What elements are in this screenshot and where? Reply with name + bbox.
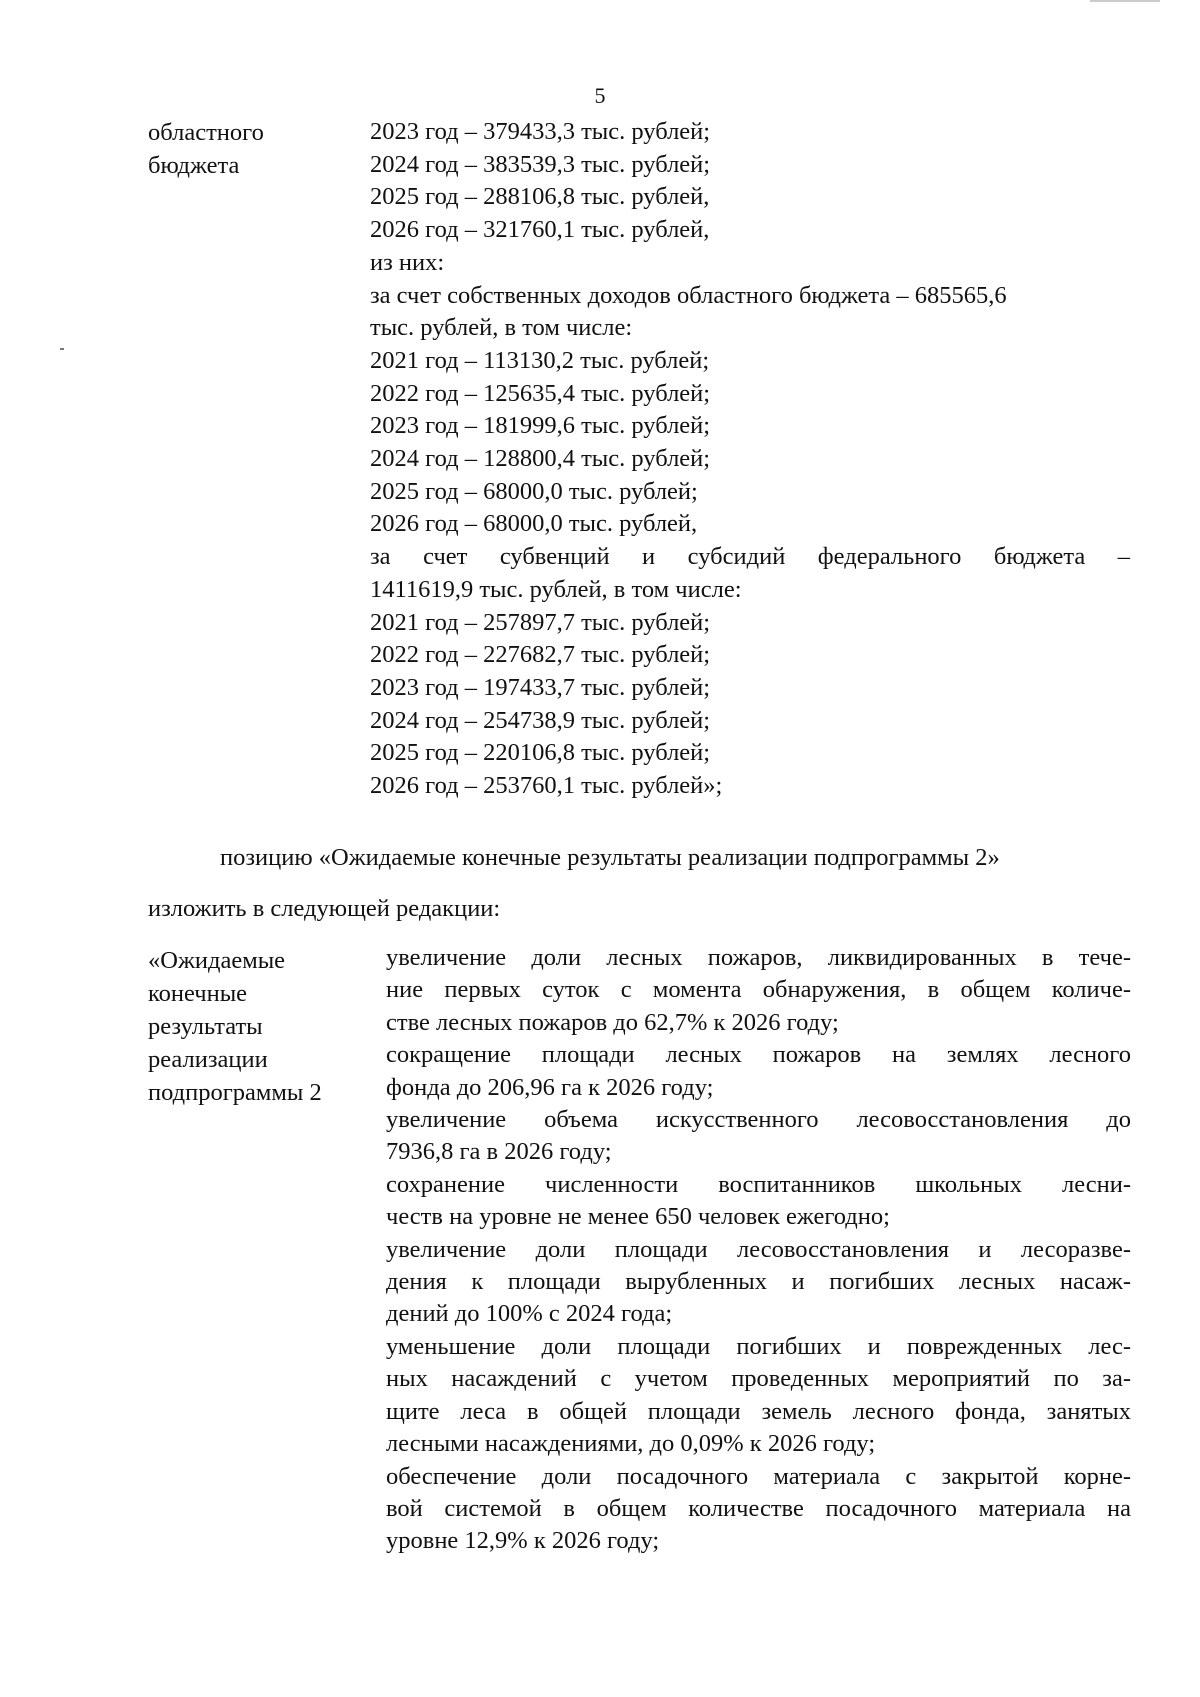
text-line: лесными насаждениями, до 0,09% к 2026 году;	[386, 1430, 876, 1458]
text-line: 2021 год – 257897,7 тыс. рублей;	[370, 608, 711, 636]
text-line: 2022 год – 227682,7 тыс. рублей;	[370, 641, 711, 669]
text-line: 2021 год – 113130,2 тыс. рублей;	[370, 346, 710, 374]
text-line: 2022 год – 125635,4 тыс. рублей;	[370, 379, 711, 407]
text-line: 2026 год – 68000,0 тыс. рублей,	[370, 510, 698, 538]
text-line: сокращение площади лесных пожаров на землях лесного	[386, 1041, 1131, 1069]
text-line: дений до 100% с 2024 года;	[386, 1300, 673, 1328]
text-line: ние первых суток с момента обнаружения, в общем количе-	[386, 976, 1131, 1004]
text-line: уменьшение доли площади погибших и поврежденных лес-	[386, 1332, 1131, 1360]
top-section-text	[370, 116, 1130, 803]
text-line: тыс. рублей, в том числе:	[370, 314, 633, 342]
instruction-line-1: позицию «Ожидаемые конечные результаты реализации подпрограммы 2»	[220, 844, 1000, 871]
text-line: увеличение объема искусственного лесовосстановления до	[386, 1106, 1131, 1134]
text-line: сохранение численности воспитанников школьных лесни-	[386, 1170, 1131, 1198]
text-line: 2023 год – 197433,7 тыс. рублей;	[370, 673, 711, 701]
text-line: уровне 12,9% к 2026 году;	[386, 1527, 660, 1555]
label-line: результаты	[148, 1013, 263, 1040]
scan-speck	[60, 348, 64, 350]
page-number: 5	[594, 83, 606, 108]
text-line: вой системой в общем количестве посадочного материала на	[386, 1494, 1131, 1522]
text-line: 1411619,9 тыс. рублей, в том числе:	[370, 575, 742, 603]
text-line: фонда до 206,96 га к 2026 году;	[386, 1073, 714, 1101]
text-line: 7936,8 га в 2026 году;	[386, 1138, 612, 1166]
label-line: областного	[148, 119, 264, 146]
text-line: увеличение доли лесных пожаров, ликвидированных в тече-	[386, 944, 1131, 971]
bottom-section-text	[386, 942, 1131, 1558]
label-line: «Ожидаемые	[148, 947, 286, 974]
text-line: стве лесных пожаров до 62,7% к 2026 году;	[386, 1008, 839, 1036]
instruction-line-2: изложить в следующей редакции:	[148, 895, 501, 922]
text-line: дения к площади вырубленных и погибших лесных насаж-	[386, 1268, 1131, 1296]
text-line: 2025 год – 220106,8 тыс. рублей;	[370, 739, 711, 767]
top-section-label	[148, 116, 264, 182]
scan-edge-mark	[1090, 0, 1160, 2]
text-line: 2026 год – 253760,1 тыс. рублей»;	[370, 772, 723, 800]
text-line: обеспечение доли посадочного материала с закрытой корне-	[386, 1462, 1131, 1490]
text-line: 2023 год – 181999,6 тыс. рублей;	[370, 412, 711, 440]
text-line: 2024 год – 254738,9 тыс. рублей;	[370, 706, 711, 734]
text-line: 2024 год – 383539,3 тыс. рублей;	[370, 150, 711, 178]
text-line: за счет собственных доходов областного бюджета – 685565,6	[370, 281, 1007, 309]
label-line: бюджета	[148, 152, 240, 179]
text-line: из них:	[370, 248, 445, 276]
text-line: увеличение доли площади лесовосстановления и лесоразве-	[386, 1235, 1131, 1263]
text-line: 2025 год – 288106,8 тыс. рублей,	[370, 183, 710, 211]
text-line: честв на уровне не менее 650 человек ежегодно;	[386, 1203, 890, 1231]
bottom-section-label	[148, 944, 322, 1109]
text-line: 2024 год – 128800,4 тыс. рублей;	[370, 445, 711, 473]
text-line: щите леса в общей площади земель лесного фонда, занятых	[386, 1397, 1131, 1425]
label-line: реализации	[148, 1046, 268, 1073]
text-line: 2026 год – 321760,1 тыс. рублей,	[370, 216, 710, 244]
label-line: подпрограммы 2	[148, 1079, 322, 1106]
text-line: ных насаждений с учетом проведенных мероприятий по за-	[386, 1365, 1131, 1393]
text-line: 2023 год – 379433,3 тыс. рублей;	[370, 118, 711, 145]
label-line: конечные	[148, 980, 248, 1007]
text-line: 2025 год – 68000,0 тыс. рублей;	[370, 477, 698, 505]
text-line: за счет субвенций и субсидий федерального бюджета –	[370, 543, 1130, 571]
